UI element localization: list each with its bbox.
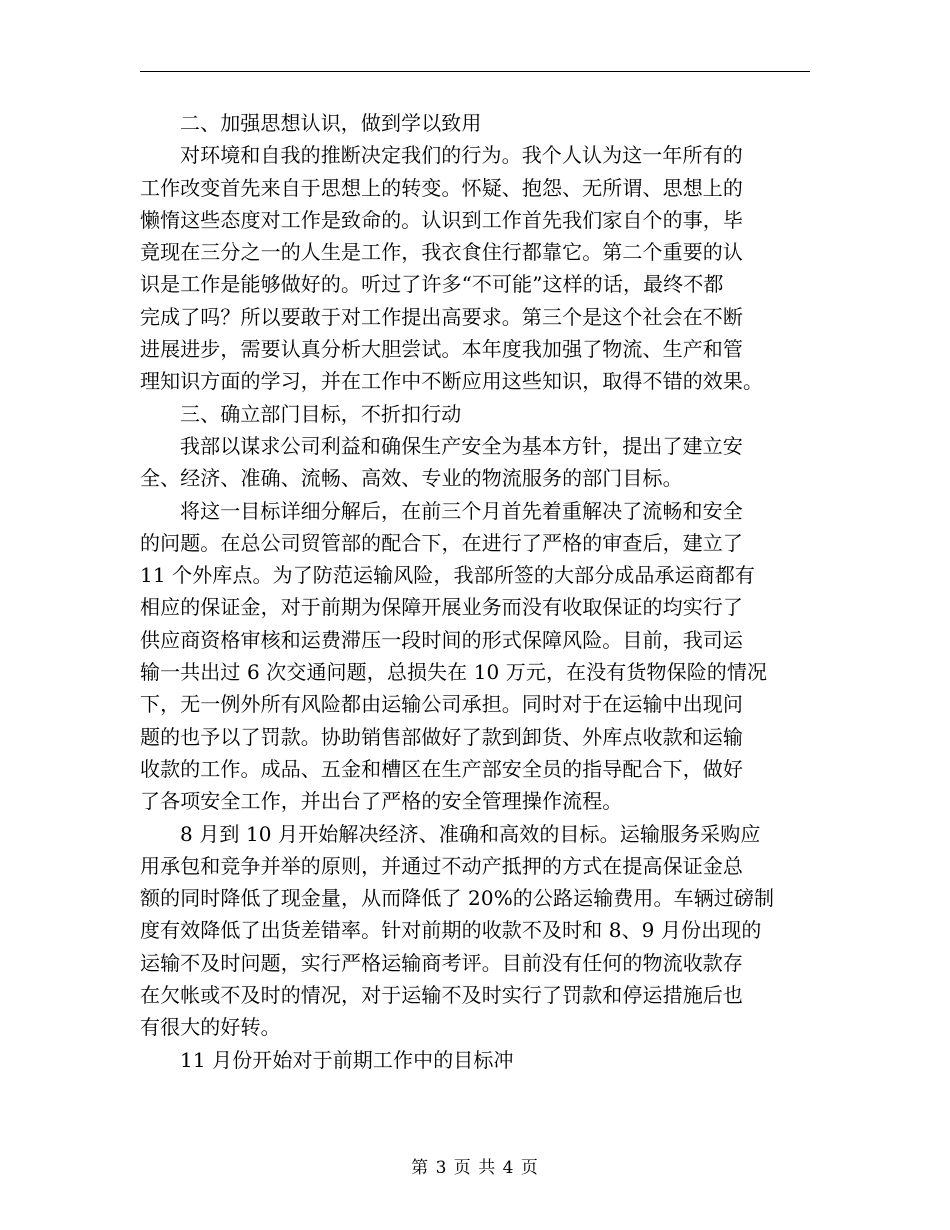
text-line: 进展进步，需要认真分析大胆尝试。本年度我加强了物流、生产和管: [140, 337, 743, 362]
text-line: 8 月到 10 月开始解决经济、准确和高效的目标。运输服务采购应: [180, 821, 761, 846]
text-line: 相应的保证金，对于前期为保障开展业务而没有收取保证的均实行了: [140, 595, 743, 620]
text-line: 识是工作是能够做好的。听过了许多“不可能”这样的话，最终不都: [140, 272, 724, 297]
text-line: 额的同时降低了现金量，从而降低了 20%的公路运输费用。车辆过磅制: [140, 886, 775, 911]
text-line: 二、加强思想认识，做到学以致用: [180, 111, 482, 135]
text-line: 全、经济、准确、流畅、高效、专业的物流服务的部门目标。: [140, 466, 683, 491]
text-line: 度有效降低了出货差错率。针对前期的收款不及时和 8、9 月份出现的: [140, 918, 762, 943]
text-line: 供应商资格审核和运费滞压一段时间的形式保障风险。目前，我司运: [140, 627, 743, 652]
heading-section-2: [140, 107, 810, 139]
heading-section-3: [140, 398, 810, 430]
text-line: 用承包和竞争并举的原则，并通过不动产抵押的方式在提高保证金总: [140, 853, 743, 878]
text-line: 有很大的好转。: [140, 1015, 281, 1040]
text-line: 了各项安全工作，并出台了严格的安全管理操作流程。: [140, 789, 623, 814]
text-line: 运输不及时问题，实行严格运输商考评。目前没有任何的物流收款存: [140, 950, 743, 975]
text-line: 工作改变首先来自于思想上的转变。怀疑、抱怨、无所谓、思想上的: [140, 175, 743, 200]
text-line: 三、确立部门目标，不折扣行动: [180, 401, 462, 426]
text-line: 题的也予以了罚款。协助销售部做好了款到卸货、外库点收款和运输: [140, 724, 743, 749]
page-number-label: 第 3 页 共 4 页: [411, 1158, 539, 1178]
text-line: 下，无一例外所有风险都由运输公司承担。同时对于在运输中出现问: [140, 692, 743, 717]
text-line: 懒惰这些态度对工作是致命的。认识到工作首先我们家自个的事，毕: [140, 207, 743, 232]
paragraph-economy: [140, 818, 810, 1044]
text-line: 对环境和自我的推断决定我们的行为。我个人认为这一年所有的: [180, 143, 743, 168]
paragraph-november: [140, 1044, 810, 1076]
text-line: 在欠帐或不及时的情况，对于运输不及时实行了罚款和停运措施后也: [140, 983, 743, 1008]
paragraph-thinking: [140, 139, 810, 397]
text-line: 竟现在三分之一的人生是工作，我衣食住行都靠它。第二个重要的认: [140, 240, 743, 265]
text-line: 将这一目标详细分解后，在前三个月首先着重解决了流畅和安全: [180, 498, 743, 523]
page-footer: [0, 1153, 950, 1178]
text-line: 理知识方面的学习，并在工作中不断应用这些知识，取得不错的效果。: [140, 369, 764, 394]
text-line: 的问题。在总公司贸管部的配合下，在进行了严格的审查后，建立了: [140, 530, 743, 555]
paragraph-safety: [140, 495, 810, 818]
text-line: 完成了吗？所以要敢于对工作提出高要求。第三个是这个社会在不断: [140, 304, 743, 329]
header-rule: [140, 71, 810, 72]
text-line: 11 月份开始对于前期工作中的目标冲: [180, 1047, 514, 1072]
paragraph-goal: [140, 430, 810, 495]
document-body: [140, 107, 810, 1076]
text-line: 收款的工作。成品、五金和槽区在生产部安全员的指导配合下，做好: [140, 756, 743, 781]
text-line: 输一共出过 6 次交通问题，总损失在 10 万元，在没有货物保险的情况: [140, 660, 768, 685]
text-line: 我部以谋求公司利益和确保生产安全为基本方针，提出了建立安: [180, 433, 743, 458]
text-line: 11 个外库点。为了防范运输风险，我部所签的大部分成品承运商都有: [140, 563, 756, 588]
